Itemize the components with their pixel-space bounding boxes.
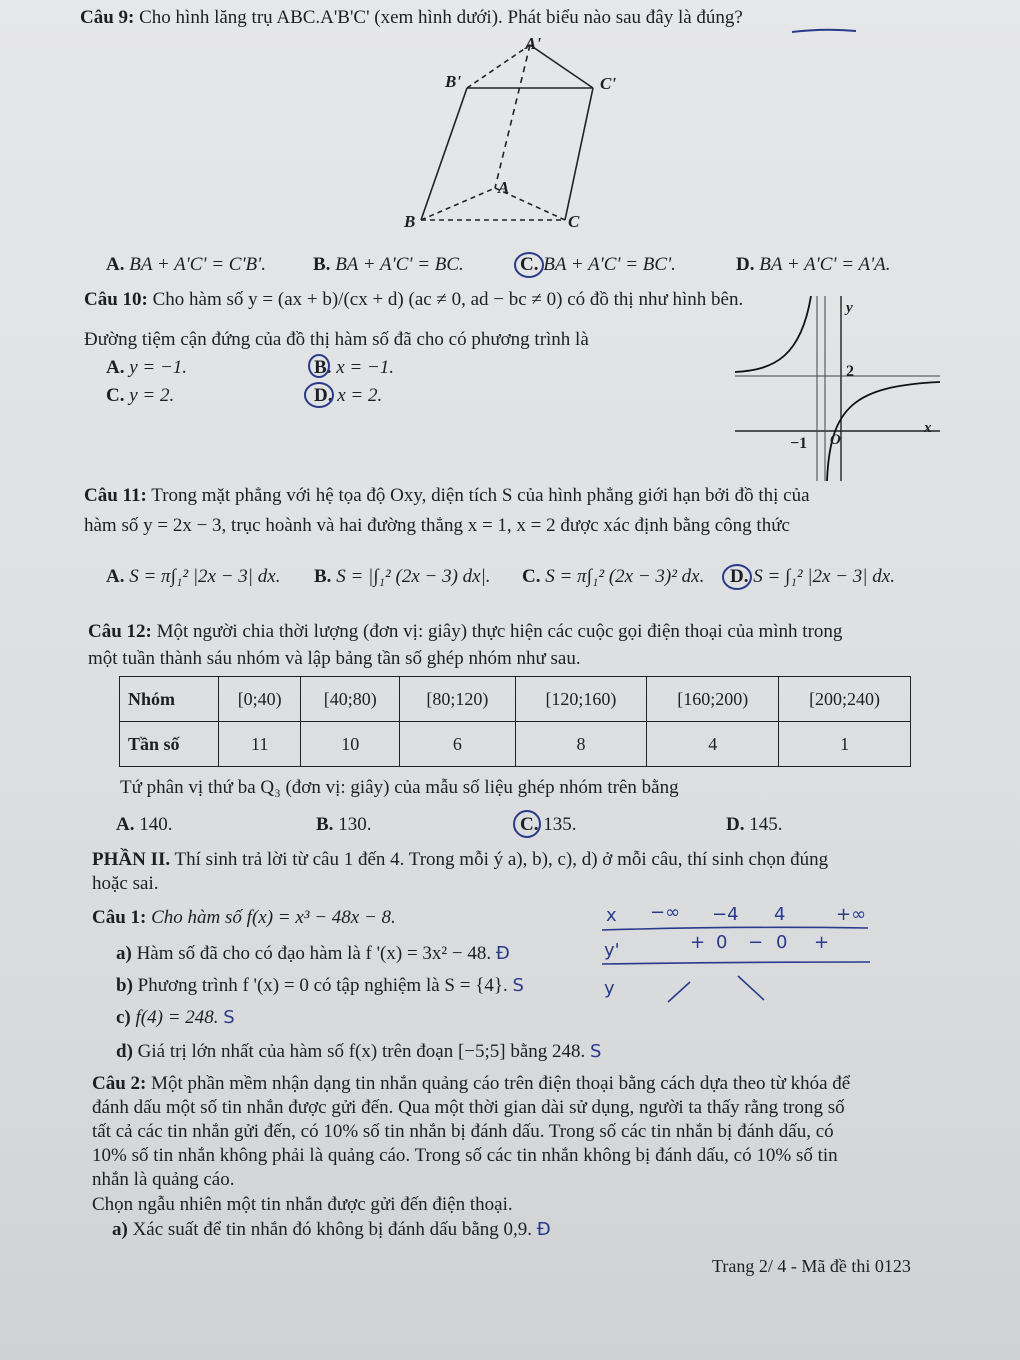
q10-option-a: A. y = −1.: [106, 357, 188, 378]
p2q1-item-d: d) Giá trị lớn nhất của hàm số f(x) trên đoạn [−5;5] bằng 248. S: [116, 1041, 602, 1062]
table-cell: [200;240): [779, 677, 911, 722]
table-cell: 8: [515, 722, 647, 767]
hw-cell: −4: [712, 904, 739, 925]
table-cell: [120;160): [515, 677, 647, 722]
p2q1-item-c: c) f(4) = 248. S: [116, 1007, 235, 1028]
hw-cell: 0: [776, 932, 788, 953]
q11-line2: hàm số y = 2x − 3, trục hoành và hai đường thẳng x = 1, x = 2 được xác định bằng công thức: [84, 515, 790, 536]
table-cell: [160;200): [647, 677, 779, 722]
q12-option-b: B. 130.: [316, 814, 372, 835]
p2q2-line4: 10% số tin nhắn không phải là quảng cáo. Trong số các tin nhắn không bị đánh dấu, có 10% số tin: [92, 1145, 838, 1166]
q10-label: Câu 10:: [84, 289, 148, 310]
handwritten-mark: S: [590, 1041, 602, 1062]
q9-option-c: C. BA + A'C' = BC'.: [520, 254, 676, 275]
table-cell: 6: [400, 722, 515, 767]
table-head-group: Nhóm: [120, 677, 219, 722]
hw-cell: −: [748, 932, 764, 953]
q10-graph: [735, 296, 945, 481]
q12-line1: Câu 12: Một người chia thời lượng (đơn vị: giây) thực hiện các cuộc gọi điện thoại của mình trong: [88, 621, 843, 642]
q10-line: [84, 288, 743, 312]
table-cell: [80;120): [400, 677, 515, 722]
table-row: [120, 677, 911, 722]
q10-option-b: B. x = −1.: [314, 357, 395, 378]
q12-question: Tứ phân vị thứ ba Q₃ (đơn vị: giây) của mẫu số liệu ghép nhóm trên bằng: [120, 777, 679, 798]
part2-line1: PHẦN II. Thí sinh trả lời từ câu 1 đến 4. Trong mỗi ý a), b), c), d) ở mỗi câu, thí sinh chọn đúng: [92, 849, 829, 870]
q10-text2: Đường tiệm cận đứng của đồ thị hàm số đã cho có phương trình là: [84, 329, 589, 350]
prism-figure: [395, 30, 635, 240]
vertex-c1: C': [600, 74, 617, 93]
vertex-a: A: [498, 178, 510, 197]
p2q1-item-a: a) Hàm số đã cho có đạo hàm là f '(x) = 3x² − 48. Đ: [116, 943, 510, 964]
hw-yprime: y': [604, 940, 620, 961]
page-footer: Trang 2/ 4 - Mã đề thi 0123: [712, 1256, 911, 1276]
graph-tick-y: 2: [846, 363, 854, 380]
p2q1-line: Câu 1: Cho hàm số f(x) = x³ − 48x − 8.: [92, 907, 396, 928]
q10-text: Cho hàm số y = (ax + b)/(cx + d) (ac ≠ 0, ad − bc ≠ 0) có đồ thị như hình bên.: [152, 289, 744, 310]
q11-option-a: A. S = π∫₁² |2x − 3| dx.: [106, 566, 281, 587]
q11-option-c: C. S = π∫₁² (2x − 3)² dx.: [522, 566, 705, 587]
q9-line: [80, 6, 743, 30]
p2q1-item-b: b) Phương trình f '(x) = 0 có tập nghiệm là S = {4}. S: [116, 975, 524, 996]
vertex-a1: A': [525, 34, 542, 53]
hw-x: x: [606, 905, 617, 926]
q9-option-d: D. BA + A'C' = A'A.: [736, 254, 891, 275]
p2q2-line2: đánh dấu một số tin nhắn được gửi đến. Qua một thời gian dài sử dụng, người ta thấy rằng trong số: [92, 1097, 845, 1118]
hw-cell: 4: [774, 904, 786, 925]
q10-option-d: D. x = 2.: [314, 385, 383, 406]
part2-line2: hoặc sai.: [92, 873, 159, 894]
hw-cell: 0: [716, 932, 728, 953]
graph-x-label: x: [924, 420, 932, 436]
table-cell: 11: [219, 722, 301, 767]
answer-circle-q9: [512, 250, 546, 280]
hw-y: y: [604, 978, 615, 999]
q12-option-d: D. 145.: [726, 814, 783, 835]
table-head-freq: Tần số: [120, 722, 219, 767]
table-cell: 1: [779, 722, 911, 767]
p2q2-line3: tất cả các tin nhắn gửi đến, có 10% số tin nhắn bị đánh dấu. Trong số các tin nhắn bị đánh dấu, có: [92, 1121, 834, 1142]
hw-cell: +: [814, 932, 830, 953]
q11-option-b: B. S = |∫₁² (2x − 3) dx|.: [314, 566, 491, 587]
hw-cell: +: [690, 932, 706, 953]
q9-text: Cho hình lăng trụ ABC.A'B'C' (xem hình dưới). Phát biểu nào sau đây là đúng?: [139, 7, 743, 28]
answer-circle-q10d: [302, 380, 336, 410]
handwritten-mark: S: [512, 975, 524, 996]
p2q2-line1: Câu 2: Một phần mềm nhận dạng tin nhắn quảng cáo trên điện thoại bằng cách dựa theo từ khóa để: [92, 1073, 851, 1094]
answer-circle-q12: [510, 808, 544, 840]
graph-origin: O: [830, 432, 841, 448]
underline-mark: [790, 26, 860, 36]
answer-circle-q10b: [306, 352, 332, 380]
table-cell: 10: [301, 722, 400, 767]
table-cell: [40;80): [301, 677, 400, 722]
q9-label: Câu 9:: [80, 7, 135, 28]
frequency-table: [119, 676, 911, 767]
graph-y-label: y: [846, 300, 853, 316]
handwritten-mark: S: [223, 1007, 235, 1028]
table-cell: [0;40): [219, 677, 301, 722]
q10-option-c: C. y = 2.: [106, 385, 175, 406]
q12-option-a: A. 140.: [116, 814, 173, 835]
q11-line1: Câu 11: Trong mặt phẳng với hệ tọa độ Oxy, diện tích S của hình phẳng giới hạn bởi đồ thị của: [84, 485, 810, 506]
p2q2-line6: Chọn ngẫu nhiên một tin nhắn được gửi đến điện thoại.: [92, 1194, 513, 1215]
vertex-b: B: [404, 212, 416, 231]
table-cell: 4: [647, 722, 779, 767]
q11-option-d: D. S = ∫₁² |2x − 3| dx.: [730, 566, 895, 587]
answer-circle-q11: [720, 562, 754, 592]
q12-line2: một tuần thành sáu nhóm và lập bảng tần số ghép nhóm như sau.: [88, 648, 581, 669]
p2q2-line5: nhắn là quảng cáo.: [92, 1169, 235, 1190]
vertex-b1: B': [445, 72, 462, 91]
vertex-c: C: [568, 212, 580, 231]
q12-option-c: C. 135.: [520, 814, 577, 835]
hw-cell: −∞: [650, 902, 681, 923]
q9-option-a: A. BA + A'C' = C'B'.: [106, 254, 266, 275]
table-row: [120, 722, 911, 767]
handwritten-mark: Đ: [536, 1219, 551, 1240]
q9-option-b: B. BA + A'C' = BC.: [313, 254, 464, 275]
p2q2-item-a: a) Xác suất để tin nhắn đó không bị đánh dấu bằng 0,9. Đ: [112, 1219, 551, 1240]
graph-tick-x: −1: [790, 435, 808, 452]
hw-cell: +∞: [836, 904, 867, 925]
handwritten-mark: Đ: [495, 943, 510, 964]
